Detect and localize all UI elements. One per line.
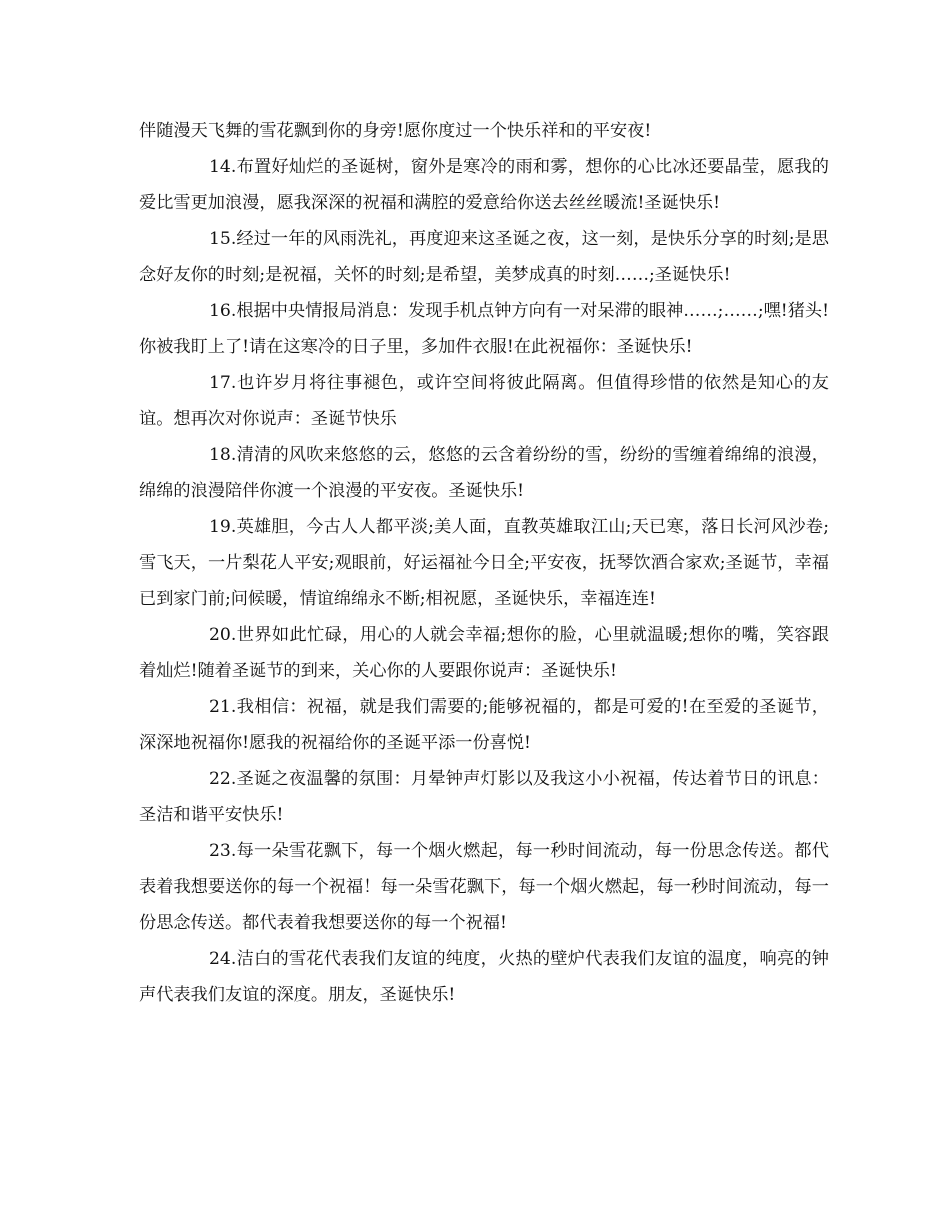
item-text: 我相信：祝福，就是我们需要的;能够祝福的，都是可爱的!在至爱的圣诞节，深深地祝福你!愿我的祝福给你的圣诞平添一份喜悦! bbox=[139, 697, 829, 753]
item-text: 经过一年的风雨洗礼，再度迎来这圣诞之夜，这一刻，是快乐分享的时刻;是思念好友你的时刻;是祝福，关怀的时刻;是希望，美梦成真的时刻……;圣诞快乐! bbox=[139, 229, 829, 285]
list-item bbox=[139, 617, 829, 689]
item-text: 清清的风吹来悠悠的云，悠悠的云含着纷纷的雪，纷纷的雪缠着绵绵的浪漫，绵绵的浪漫陪伴你渡一个浪漫的平安夜。圣诞快乐! bbox=[139, 445, 829, 501]
item-number: 20. bbox=[209, 625, 237, 645]
item-number: 21. bbox=[209, 697, 237, 717]
item-number: 23. bbox=[209, 841, 237, 861]
list-item bbox=[139, 437, 829, 509]
item-number: 14. bbox=[209, 157, 237, 177]
item-text: 圣诞之夜温馨的氛围：月晕钟声灯影以及我这小小祝福，传达着节日的讯息：圣洁和谐平安快乐! bbox=[139, 769, 829, 825]
list-item bbox=[139, 833, 829, 941]
item-text: 英雄胆，今古人人都平淡;美人面，直教英雄取江山;天已寒，落日长河风沙卷;雪飞天，一片梨花人平安;观眼前，好运福祉今日全;平安夜，抚琴饮酒合家欢;圣诞节，幸福已到家门前;问候暖，情谊绵绵永不断;相祝愿，圣诞快乐，幸福连连! bbox=[139, 517, 829, 609]
document-body bbox=[139, 113, 829, 1013]
item-number: 24. bbox=[209, 949, 237, 969]
item-number: 18. bbox=[209, 445, 237, 465]
item-text: 世界如此忙碌，用心的人就会幸福;想你的脸，心里就温暖;想你的嘴，笑容跟着灿烂!随着圣诞节的到来，关心你的人要跟你说声：圣诞快乐! bbox=[139, 625, 829, 681]
item-number: 17. bbox=[209, 373, 237, 393]
item-text: 每一朵雪花飘下，每一个烟火燃起，每一秒时间流动，每一份思念传送。都代表着我想要送你的每一个祝福！每一朵雪花飘下，每一个烟火燃起，每一秒时间流动，每一份思念传送。都代表着我想要送你的每一个祝福! bbox=[139, 841, 829, 933]
list-item bbox=[139, 509, 829, 617]
item-number: 19. bbox=[209, 517, 237, 537]
item-number: 16. bbox=[209, 301, 237, 321]
item-text: 洁白的雪花代表我们友谊的纯度，火热的壁炉代表我们友谊的温度，响亮的钟声代表我们友谊的深度。朋友，圣诞快乐! bbox=[139, 949, 829, 1005]
list-item bbox=[139, 689, 829, 761]
list-item bbox=[139, 365, 829, 437]
list-item bbox=[139, 761, 829, 833]
list-item bbox=[139, 221, 829, 293]
item-text: 也许岁月将往事褪色，或许空间将彼此隔离。但值得珍惜的依然是知心的友谊。想再次对你说声：圣诞节快乐 bbox=[139, 373, 829, 429]
item-text: 根据中央情报局消息：发现手机点钟方向有一对呆滞的眼神……;……;嘿!猪头!你被我盯上了!请在这寒冷的日子里，多加件衣服!在此祝福你：圣诞快乐! bbox=[139, 301, 829, 357]
list-item bbox=[139, 941, 829, 1013]
list-item bbox=[139, 149, 829, 221]
item-number: 15. bbox=[209, 229, 237, 249]
continuation-paragraph: 伴随漫天飞舞的雪花飘到你的身旁!愿你度过一个快乐祥和的平安夜! bbox=[139, 121, 652, 141]
item-number: 22. bbox=[209, 769, 237, 789]
item-text: 布置好灿烂的圣诞树，窗外是寒冷的雨和雾，想你的心比冰还要晶莹，愿我的爱比雪更加浪漫，愿我深深的祝福和满腔的爱意给你送去丝丝暖流!圣诞快乐! bbox=[139, 157, 829, 213]
list-item bbox=[139, 293, 829, 365]
